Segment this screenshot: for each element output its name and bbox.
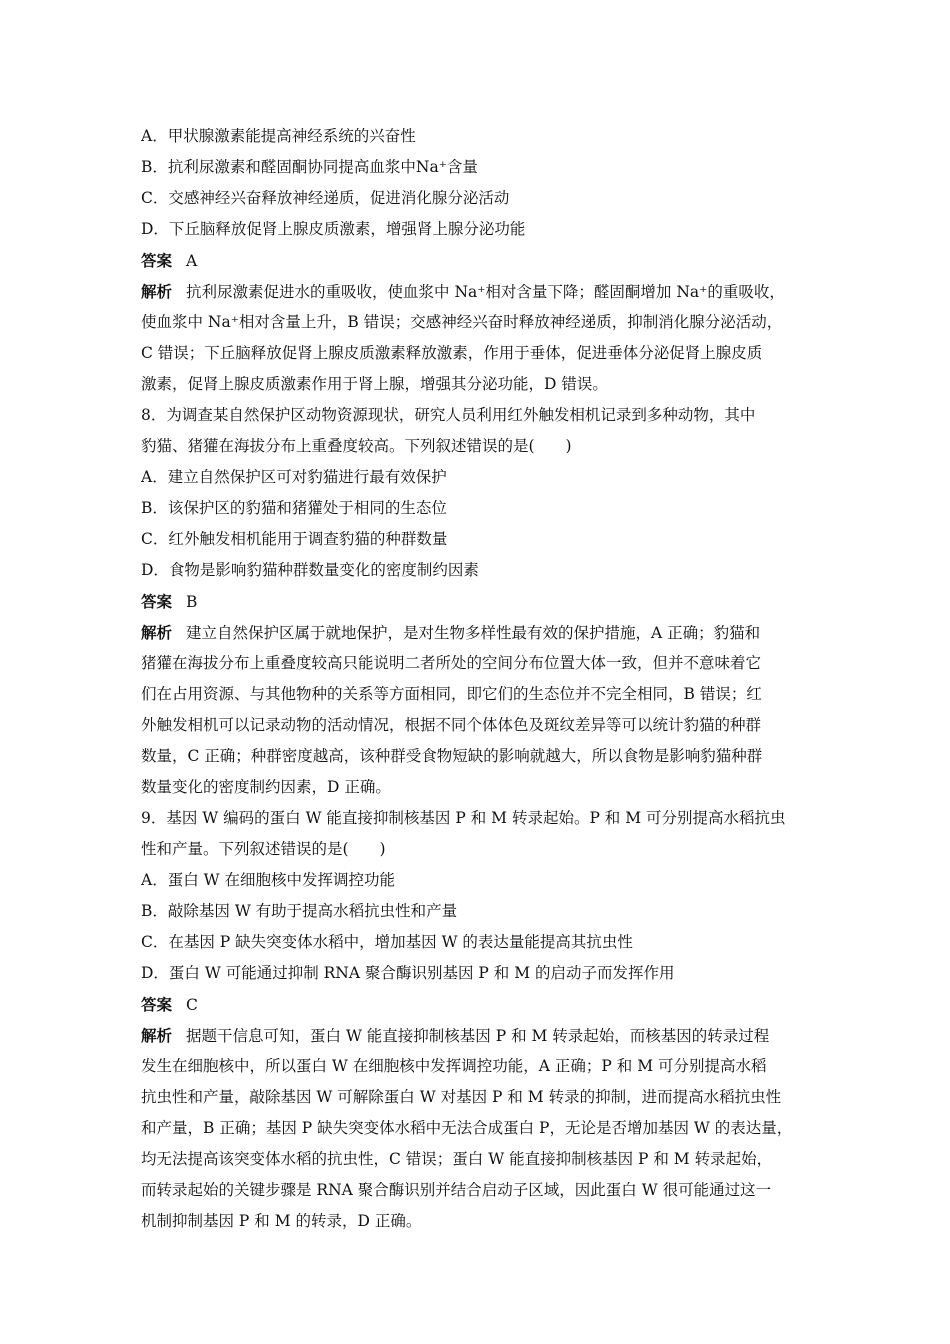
analysis-line: 猪獾在海拔分布上重叠度较高只能说明二者所处的空间分布位置大体一致，但并不意味着它 (141, 654, 762, 672)
analysis-line: 们在占用资源、与其他物种的关系等方面相同，即它们的生态位并不完全相同，B 错误；红 (141, 685, 762, 703)
q9-analysis (141, 1020, 821, 1237)
analysis-line: 机制抑制基因 P 和 M 的转录，D 正确。 (141, 1212, 422, 1230)
q9-option-b: B．敲除基因 W 有助于提高水稻抗虫性和产量 (141, 902, 458, 920)
analysis-line: 抗虫性和产量，敲除基因 W 可解除蛋白 W 对基因 P 和 M 转录的抑制，进而提高水稻抗虫性 (141, 1088, 782, 1106)
answer-label: 答案 (141, 995, 173, 1014)
q8-option-b: B．该保护区的豹猫和猪獾处于相同的生态位 (141, 499, 447, 517)
answer-label: 答案 (141, 251, 173, 270)
analysis-line: 数量，C 正确；种群密度越高，该种群受食物短缺的影响就越大，所以食物是影响豹猫种群 (141, 747, 763, 765)
q7-answer (141, 245, 821, 276)
answer-value: C (186, 996, 198, 1014)
analysis-line: C 错误；下丘脑释放促肾上腺皮质激素释放激素，作用于垂体，促进垂体分泌促肾上腺皮质 (141, 344, 763, 362)
q8-answer (141, 586, 821, 617)
analysis-label: 解析 (141, 623, 173, 642)
answer-value: A (186, 252, 198, 270)
analysis-line: 建立自然保护区属于就地保护，是对生物多样性最有效的保护措施，A 正确；豹猫和 (186, 624, 761, 642)
q8-analysis (141, 617, 821, 803)
q8-option-c: C．红外触发相机能用于调查豹猫的种群数量 (141, 530, 448, 548)
q7-option-b: B．抗利尿激素和醛固酮协同提高血浆中Na⁺含量 (141, 158, 478, 176)
q9-option-d: D．蛋白 W 可能通过抑制 RNA 聚合酶识别基因 P 和 M 的启动子而发挥作用 (141, 964, 675, 982)
q8-stem-line: 豹猫、猪獾在海拔分布上重叠度较高。下列叙述错误的是( ) (141, 437, 572, 455)
answer-value: B (186, 593, 198, 611)
analysis-line: 使血浆中 Na⁺相对含量上升，B 错误；交感神经兴奋时释放神经递质，抑制消化腺分泌活动， (141, 313, 783, 331)
analysis-line: 激素，促肾上腺皮质激素作用于肾上腺，增强其分泌功能，D 错误。 (141, 375, 608, 393)
analysis-line: 据题干信息可知，蛋白 W 能直接抑制核基因 P 和 M 转录起始，而核基因的转录过程 (186, 1027, 770, 1045)
analysis-line: 发生在细胞核中，所以蛋白 W 在细胞核中发挥调控功能，A 正确；P 和 M 可分别提高水稻 (141, 1057, 767, 1075)
q9-answer (141, 989, 821, 1020)
q8-option-a: A．建立自然保护区可对豹猫进行最有效保护 (141, 468, 447, 486)
q7-option-c: C．交感神经兴奋释放神经递质，促进消化腺分泌活动 (141, 189, 510, 207)
q9-stem-line: 9．基因 W 编码的蛋白 W 能直接抑制核基因 P 和 M 转录起始。P 和 M 可分别提高水稻抗虫 (141, 809, 786, 827)
analysis-line: 外触发相机可以记录动物的活动情况，根据不同个体体色及斑纹差异等可以统计豹猫的种群 (141, 716, 762, 734)
answer-label: 答案 (141, 592, 173, 611)
q9-stem-line: 性和产量。下列叙述错误的是( ) (141, 840, 386, 858)
analysis-label: 解析 (141, 282, 173, 301)
analysis-line: 而转录起始的关键步骤是 RNA 聚合酶识别并结合启动子区域，因此蛋白 W 很可能通过这一 (141, 1181, 772, 1199)
analysis-line: 和产量，B 正确；基因 P 缺失突变体水稻中无法合成蛋白 P，无论是否增加基因 W 的表达量， (141, 1119, 793, 1137)
q9-option-a: A．蛋白 W 在细胞核中发挥调控功能 (141, 871, 395, 889)
q8-option-d: D．食物是影响豹猫种群数量变化的密度制约因素 (141, 561, 479, 579)
q7-option-d: D．下丘脑释放促肾上腺皮质激素，增强肾上腺分泌功能 (141, 220, 526, 238)
document-page (141, 121, 821, 1237)
analysis-line: 数量变化的密度制约因素，D 正确。 (141, 778, 391, 796)
analysis-line: 均无法提高该突变体水稻的抗虫性，C 错误；蛋白 W 能直接抑制核基因 P 和 M 转录起始， (141, 1150, 773, 1168)
q7-analysis (141, 276, 821, 400)
q8-stem-line: 8．为调查某自然保护区动物资源现状，研究人员利用红外触发相机记录到多种动物，其中 (141, 406, 756, 424)
q7-option-a: A．甲状腺激素能提高神经系统的兴奋性 (141, 127, 416, 145)
analysis-label: 解析 (141, 1026, 173, 1045)
analysis-line: 抗利尿激素促进水的重吸收，使血浆中 Na⁺相对含量下降；醛固酮增加 Na⁺的重吸收， (186, 283, 785, 301)
q9-option-c: C．在基因 P 缺失突变体水稻中，增加基因 W 的表达量能提高其抗虫性 (141, 933, 633, 951)
